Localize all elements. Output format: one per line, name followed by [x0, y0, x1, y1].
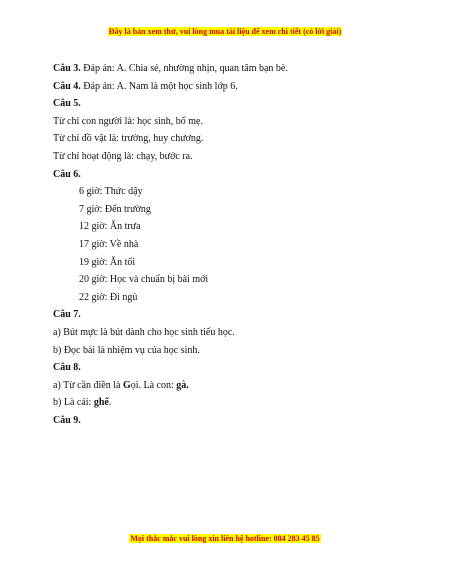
schedule-item: 17 giờ: Về nhà — [79, 238, 139, 250]
answer-content — [53, 60, 423, 429]
question-label-cau-9: Câu 9. — [53, 414, 81, 426]
schedule-item: 20 giờ: Học và chuẩn bị bài mới — [79, 274, 209, 286]
answer-line-a — [53, 377, 423, 395]
question-label-cau-7: Câu 7. — [53, 309, 81, 321]
hotline-text: Mọi thắc mắc vui lòng xin liên hệ hotline: 084 283 45 85 — [130, 534, 320, 543]
answer-text: . — [108, 397, 112, 409]
schedule-item: 6 giờ: Thức dậy — [79, 186, 143, 198]
answer-cau-4 — [53, 78, 423, 96]
preview-notice-text: Đây là bản xem thử, vui lòng mua tài liệu để xem chi tiết (có lời giải) — [108, 27, 342, 36]
question-label-cau-5: Câu 5. — [53, 98, 81, 110]
schedule-item: 7 giờ: Đến trường — [79, 203, 151, 215]
question-label-cau-8: Câu 8. — [53, 362, 81, 374]
question-label: Câu 3. — [53, 63, 81, 74]
question-label: Câu 4. — [53, 80, 81, 92]
answer-line: Từ chỉ hoạt động là: chạy, bước ra. — [53, 150, 193, 162]
answer-line: b) Đọc bài là nhiệm vụ của học sinh. — [53, 344, 200, 356]
answer-text: Đáp án: A. Nam là một học sinh lớp 6. — [80, 80, 238, 92]
answer-line: a) Bút mực là bút dành cho học sinh tiểu học. — [53, 326, 235, 338]
answer-cau-3 — [53, 60, 423, 78]
question-label-cau-6: Câu 6. — [53, 168, 81, 180]
answer-text: b) Là cái: — [53, 397, 94, 409]
answer-letter: G — [122, 379, 131, 391]
answer-line: Từ chỉ đồ vật là: trường, huy chương. — [53, 133, 204, 145]
answer-text: Đáp án: A. Chia sẻ, nhường nhịn, quan tâm bạn bè. — [80, 63, 288, 74]
answer-line: Từ chỉ con người là: học sinh, bố mẹ. — [53, 115, 203, 127]
answer-line-b — [53, 394, 423, 412]
answer-text: a) Từ cần điền là — [53, 379, 123, 391]
schedule-item: 22 giờ: Đi ngủ — [79, 291, 138, 303]
answer-text: ọi. Là con: — [130, 379, 177, 391]
answer-word: gà. — [176, 379, 189, 391]
preview-notice-banner — [0, 27, 450, 36]
schedule-item: 19 giờ: Ăn tối — [79, 256, 136, 268]
schedule-item: 12 giờ: Ăn trưa — [79, 221, 141, 233]
hotline-banner — [0, 534, 450, 543]
answer-word: ghế — [93, 397, 109, 409]
